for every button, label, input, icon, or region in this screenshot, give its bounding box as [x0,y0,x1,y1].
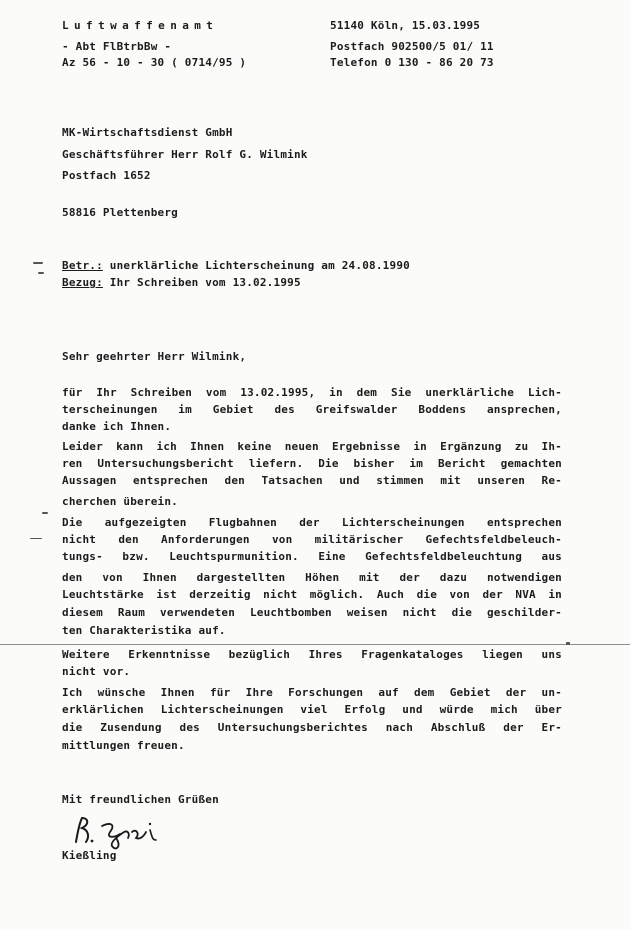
sender-phone: Telefon 0 130 - 86 20 73 [330,56,494,69]
body-line: Weitere Erkenntnisse bezüglich Ihres Fragenkataloges liegen uns [62,648,562,661]
body-line: den von Ihnen dargestellten Höhen mit der dazu notwendigen [62,571,562,584]
body-line: Leider kann ich Ihnen keine neuen Ergebnisse in Ergänzung zu Ih- [62,440,562,453]
subject-label: Betr.: [62,259,103,272]
body-line: erklärlichen Lichterscheinungen viel Erfolg und würde mich über [62,703,562,716]
body-line: diesem Raum verwendeten Leuchtbomben weisen nicht die geschilder- [62,606,562,619]
body-line: danke ich Ihnen. [62,420,172,433]
scan-mark [566,642,570,645]
sender-org: Luftwaffenamt [62,19,219,32]
scan-fold-line [0,644,630,645]
subject-line [62,259,410,273]
body-line: nicht vor. [62,665,131,678]
sender-dept: - Abt FlBtrbBw - [62,40,172,53]
scan-mark [33,262,43,264]
signature-name: Kießling [62,849,117,862]
scan-mark [30,538,42,539]
reference-label: Bezug: [62,276,103,289]
reference-line [62,276,301,290]
recipient-company: MK-Wirtschaftsdienst GmbH [62,126,233,139]
body-line: die Zusendung des Untersuchungsberichtes nach Abschluß der Er- [62,721,562,734]
body-line: cherchen überein. [62,495,178,508]
handwritten-signature [66,812,176,852]
body-line: ten Charakteristika auf. [62,624,226,637]
body-line: nicht den Anforderungen von militärischer Gefechtsfeldbeleuch- [62,533,562,546]
body-line: Die aufgezeigten Flugbahnen der Lichterscheinungen entsprechen [62,516,562,529]
recipient-manager: Geschäftsführer Herr Rolf G. Wilmink [62,148,308,161]
closing: Mit freundlichen Grüßen [62,793,219,806]
recipient-box: Postfach 1652 [62,169,151,182]
body-line: Leuchtstärke ist derzeitig nicht möglich. Auch die von der NVA in [62,588,562,601]
body-line: Aussagen entsprechen den Tatsachen und stimmen mit unseren Re- [62,474,562,487]
place-date: 51140 Köln, 15.03.1995 [330,19,481,32]
sender-postfach: Postfach 902500/5 01/ 11 [330,40,494,53]
body-line: terscheinungen im Gebiet des Greifswalder Boddens ansprechen, [62,403,562,416]
scan-mark [42,512,48,514]
sender-ref: Az 56 - 10 - 30 ( 0714/95 ) [62,56,247,69]
body-line: ren Untersuchungsbericht liefern. Die bisher im Bericht gemachten [62,457,562,470]
body-line: tungs- bzw. Leuchtspurmunition. Eine Gefechtsfeldbeleuchtung aus [62,550,562,563]
body-line: für Ihr Schreiben vom 13.02.1995, in dem Sie unerklärliche Lich- [62,386,562,399]
recipient-city: 58816 Plettenberg [62,206,178,219]
scan-mark [38,272,44,274]
subject-text: unerklärliche Lichterscheinung am 24.08.1990 [109,259,410,272]
body-line: mittlungen freuen. [62,739,185,752]
body-line: Ich wünsche Ihnen für Ihre Forschungen auf dem Gebiet der un- [62,686,562,699]
salutation: Sehr geehrter Herr Wilmink, [62,350,247,363]
reference-text: Ihr Schreiben vom 13.02.1995 [109,276,301,289]
